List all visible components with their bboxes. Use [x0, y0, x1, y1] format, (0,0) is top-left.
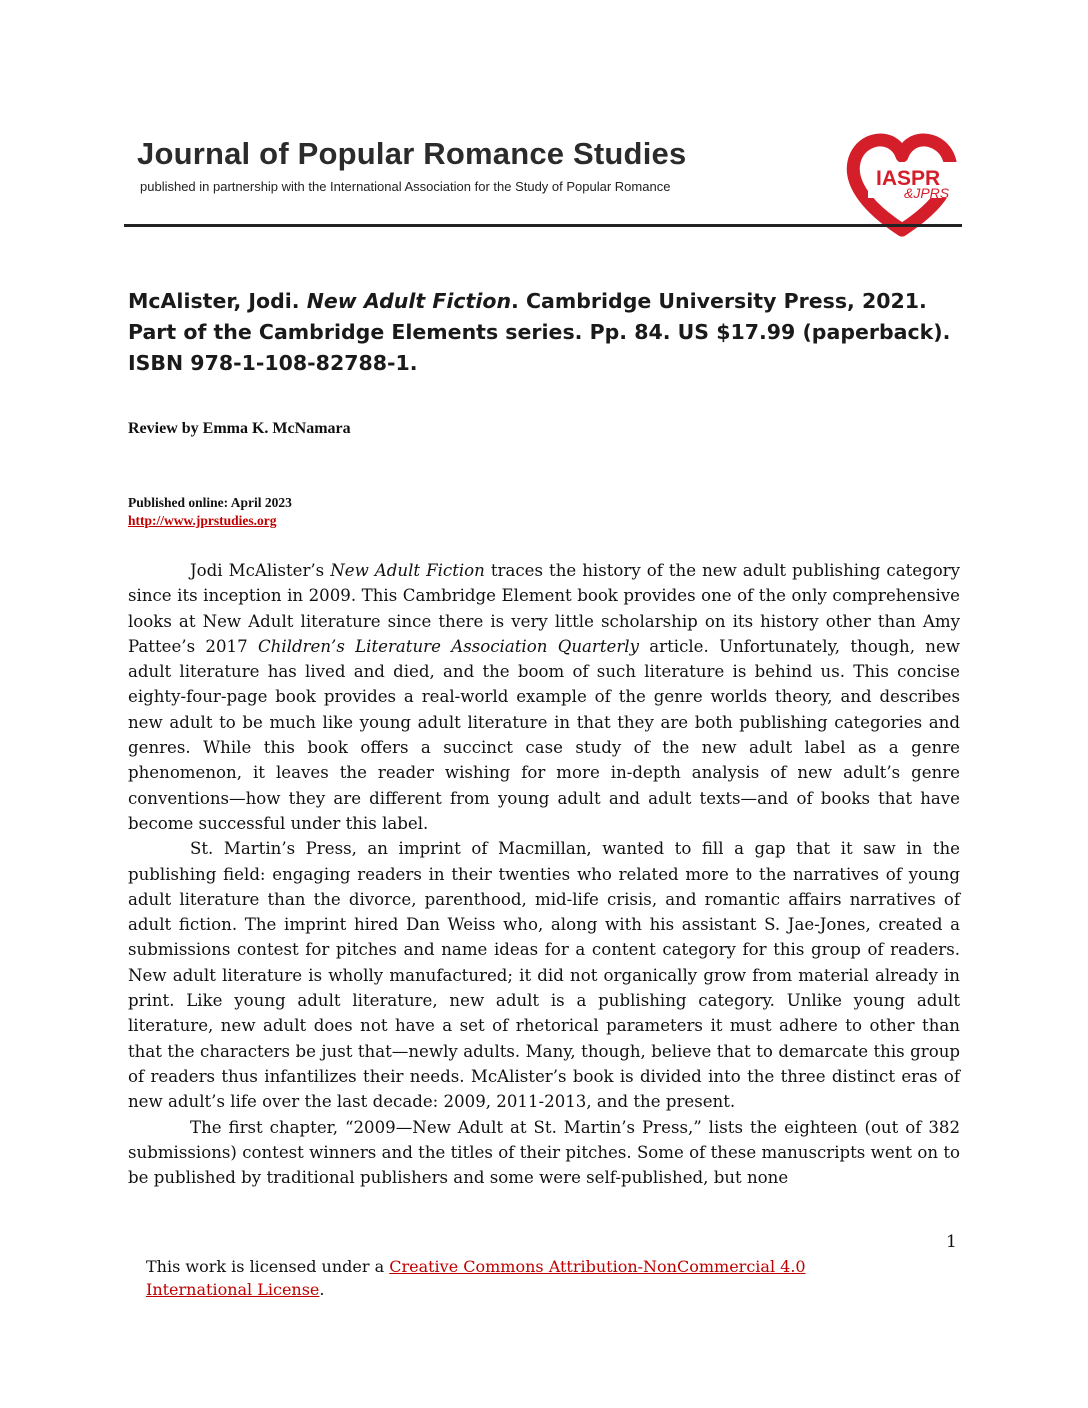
journal-title: Journal of Popular Romance Studies [137, 136, 687, 171]
logo-text-top: IASPR [876, 167, 941, 190]
citation-author: McAlister, Jodi. [128, 289, 300, 313]
journal-subtitle: published in partnership with the International Association for the Study of Popular Romance [140, 179, 671, 194]
paragraph-1: Jodi McAlister’s New Adult Fiction traces the history of the new adult publishing category since its inception in 2009. This Cambridge Element book provides one of the only comprehensive looks at New Adult literature since there is very little scholarship on its history other than Amy Pattee’s 2017 Children’s Literature Association Quarterly article. Unfortunately, though, new adult literature has lived and died, and the boom of such literature is behind us. This concise eighty-four-page book provides a real-world example of the genre worlds theory, and describes new adult to be much like young adult literature in that they are both publishing categories and genres. While this book offers a succinct case study of the new adult label as a genre phenomenon, it leaves the reader wishing for more in-depth analysis of new adult’s genre conventions—how they are different from young adult and adult texts—and of books that have become successful under this label. [128, 561, 961, 833]
paragraph-3: The first chapter, “2009—New Adult at St. Martin’s Press,” lists the eighteen (out of 382 submissions) contest winners and the titles of their pitches. Some of these manuscripts went on to be published by traditional publishers and some were self-published, but none [128, 1117, 960, 1188]
reviewer-line: Review by Emma K. McNamara [128, 420, 351, 437]
book-title-inline: New Adult Fiction [330, 561, 485, 580]
license-notice: This work is licensed under a Creative Commons Attribution-NonCommercial 4.0 International License. [146, 1257, 806, 1299]
logo-text-bottom: &JPRS [904, 185, 950, 201]
review-body [128, 558, 960, 1190]
citation-details: . Cambridge University Press, 2021. Part of the Cambridge Elements series. Pp. 84. US $17.99 (paperback). ISBN 978-1-108-82788-1. [128, 289, 951, 375]
published-date: Published online: April 2023 [128, 495, 292, 510]
page-number: 1 [946, 1232, 957, 1252]
paragraph-2: St. Martin’s Press, an imprint of Macmillan, wanted to fill a gap that it saw in the publishing field: engaging readers in their twenties who related more to the narratives of young adult literature than the divorce, parenthood, mid-life crisis, and romantic affairs narratives of adult fiction. The imprint hired Dan Weiss who, along with his assistant S. Jae-Jones, created a submissions contest for pitches and name ideas for a content category for this group of readers. New adult literature is wholly manufactured; it did not organically grow from material already in print. Like young adult literature, new adult is a publishing category. Unlike young adult literature, new adult does not have a set of rhetorical parameters it must adhere to other than that the characters be just that—newly adults. Many, though, believe that to demarcate this group of readers thus infantilizes their needs. McAlister’s book is divided into the three distinct eras of new adult’s life over the last decade: 2009, 2011-2013, and the present. [128, 839, 960, 1112]
citation-book-title: New Adult Fiction [306, 289, 512, 313]
book-citation [128, 286, 968, 379]
header-rule [124, 224, 962, 227]
iaspr-logo [846, 126, 958, 238]
license-link[interactable]: Creative Commons Attribution-NonCommercial 4.0 International License [146, 1257, 806, 1299]
journal-website-link[interactable]: http://www.jprstudies.org [128, 513, 277, 528]
journal-title-inline: Children’s Literature Association Quarterly [257, 636, 639, 656]
